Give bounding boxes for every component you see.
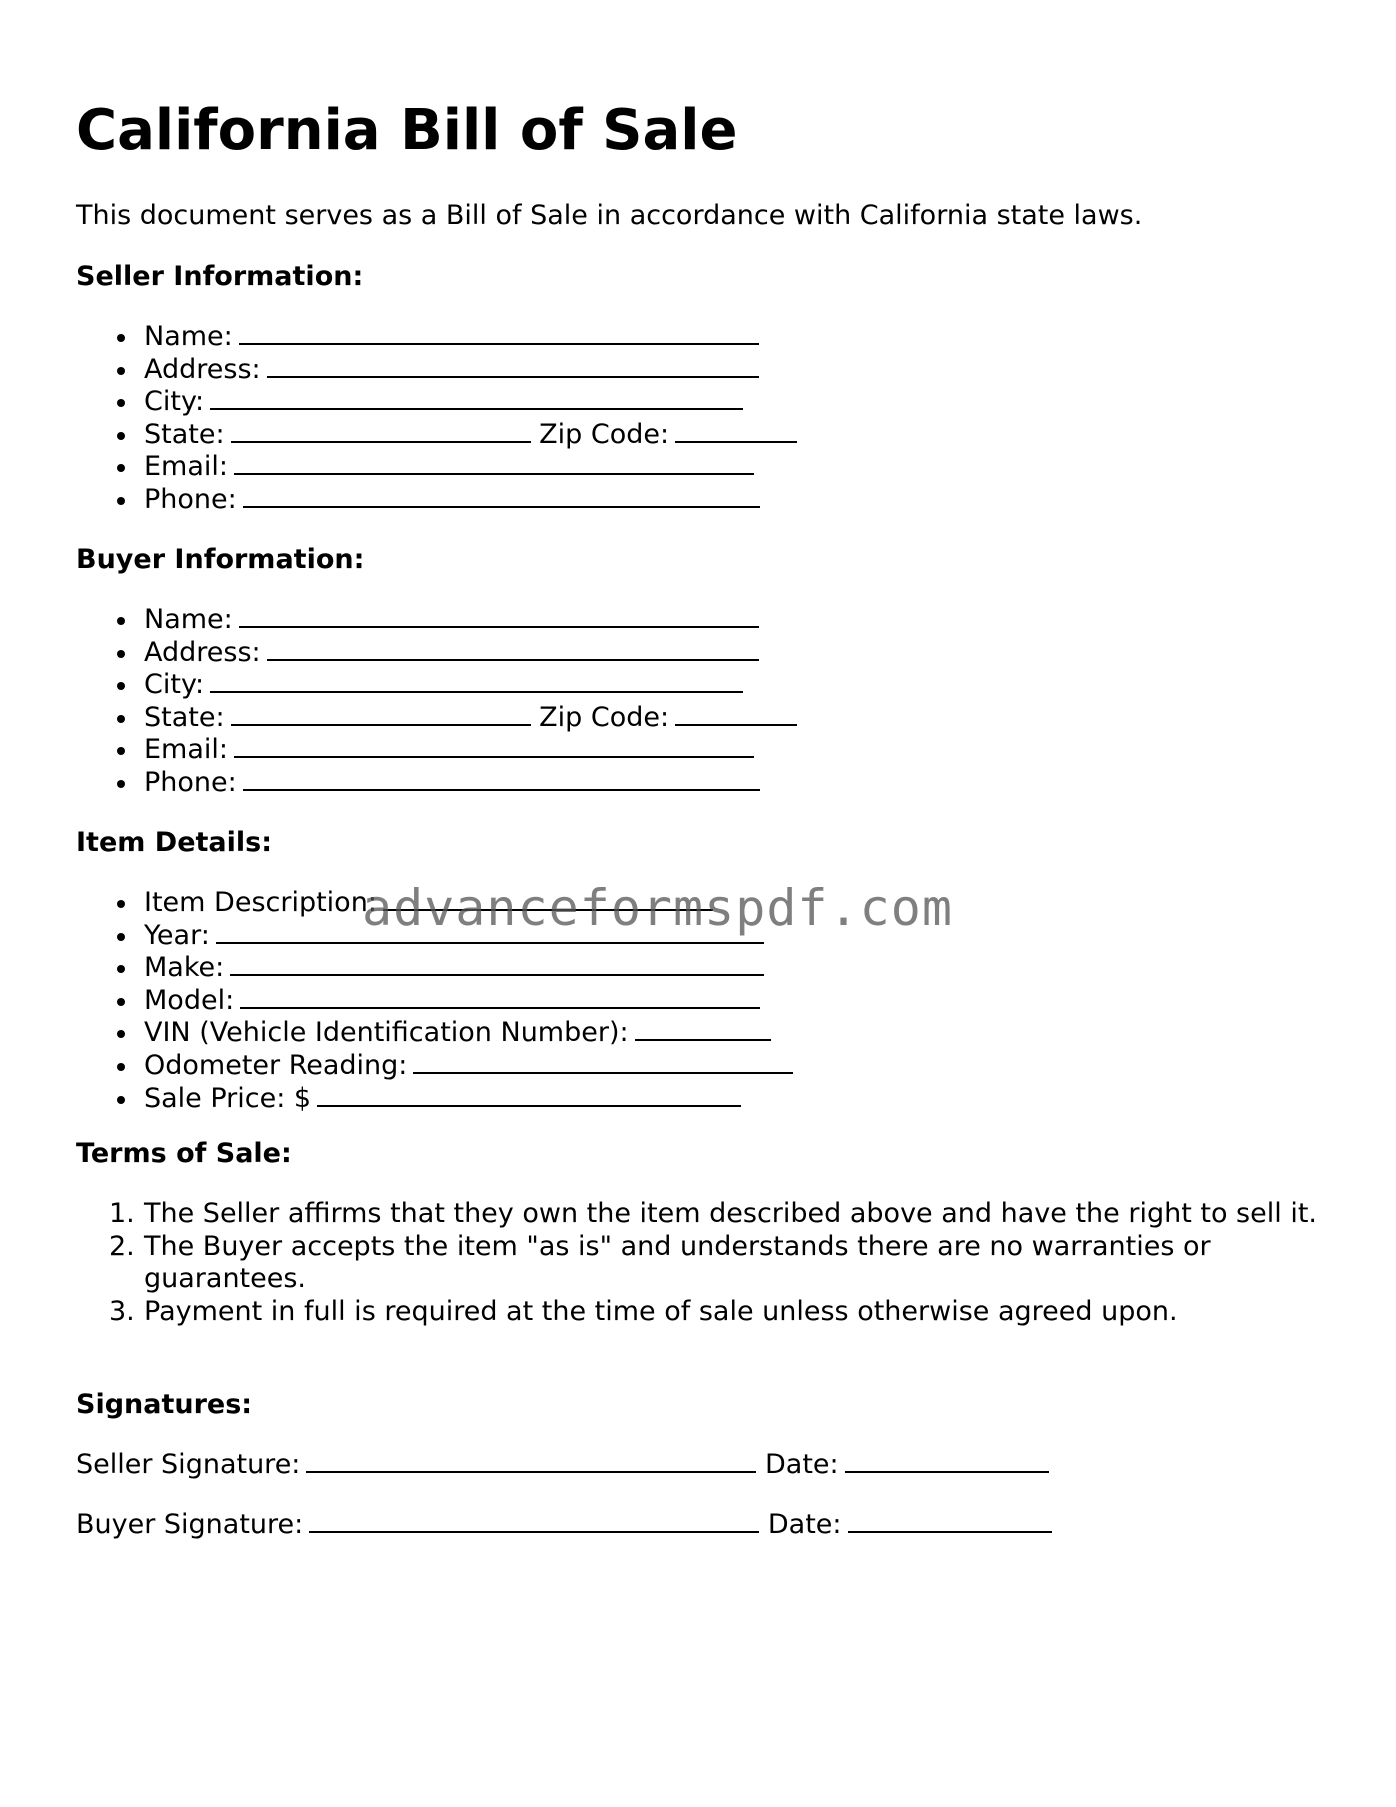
watermark-text: advanceformspdf.com <box>362 879 953 937</box>
item-odometer-field[interactable]: Odometer Reading: <box>76 1050 793 1083</box>
buyer-state-field[interactable]: State: Zip Code: <box>76 702 797 735</box>
intro-text: This document serves as a Bill of Sale in accordance with California state laws. <box>76 200 1143 231</box>
item-model-field[interactable]: Model: <box>76 985 793 1018</box>
buyer-address-field[interactable]: Address: <box>76 637 797 670</box>
item-price-field[interactable]: Sale Price: $ <box>76 1083 793 1116</box>
buyer-fields <box>76 604 797 800</box>
item-price-blank[interactable] <box>317 1083 741 1107</box>
seller-heading: Seller Information: <box>76 261 364 292</box>
terms-heading: Terms of Sale: <box>76 1138 292 1169</box>
item-vin-field[interactable]: VIN (Vehicle Identification Number): <box>76 1017 793 1050</box>
item-odometer-blank[interactable] <box>413 1050 793 1074</box>
seller-phone-blank[interactable] <box>243 484 760 508</box>
seller-city-blank[interactable] <box>210 386 743 410</box>
buyer-zip-blank[interactable] <box>675 702 797 726</box>
buyer-signature-line: Buyer Signature: Date: <box>76 1507 1052 1543</box>
seller-city-field[interactable]: City: <box>76 386 797 419</box>
seller-phone-field[interactable]: Phone: <box>76 484 797 517</box>
seller-email-blank[interactable] <box>234 451 754 475</box>
seller-email-field[interactable]: Email: <box>76 451 797 484</box>
seller-name-field[interactable]: Name: <box>76 321 797 354</box>
seller-state-field[interactable]: State: Zip Code: <box>76 419 797 452</box>
buyer-date-blank[interactable] <box>848 1509 1052 1533</box>
buyer-signature-blank[interactable] <box>309 1509 759 1533</box>
seller-address-blank[interactable] <box>267 354 759 378</box>
buyer-phone-blank[interactable] <box>243 767 760 791</box>
seller-zip-blank[interactable] <box>675 419 797 443</box>
term-item: 3. Payment in full is required at the time of sale unless otherwise agreed upon. <box>109 1295 1178 1327</box>
term-item: 1. The Seller affirms that they own the item described above and have the right to sell it. <box>109 1198 1317 1229</box>
buyer-state-blank[interactable] <box>231 702 531 726</box>
item-vin-blank[interactable] <box>635 1017 771 1041</box>
buyer-name-blank[interactable] <box>239 604 759 628</box>
item-model-blank[interactable] <box>240 985 760 1009</box>
item-description-field[interactable]: Item Description: <box>76 887 793 920</box>
seller-name-blank[interactable] <box>239 321 759 345</box>
seller-state-blank[interactable] <box>231 419 531 443</box>
term-item: 2. The Buyer accepts the item "as is" and understands there are no warranties or guarantees. <box>109 1230 1211 1295</box>
buyer-city-blank[interactable] <box>210 669 743 693</box>
buyer-name-field[interactable]: Name: <box>76 604 797 637</box>
buyer-email-field[interactable]: Email: <box>76 734 797 767</box>
seller-date-blank[interactable] <box>845 1449 1049 1473</box>
item-heading: Item Details: <box>76 827 273 858</box>
buyer-phone-field[interactable]: Phone: <box>76 767 797 800</box>
buyer-address-blank[interactable] <box>267 637 759 661</box>
seller-signature-blank[interactable] <box>306 1449 756 1473</box>
terms-list <box>76 1198 1374 1328</box>
buyer-city-field[interactable]: City: <box>76 669 797 702</box>
item-make-field[interactable]: Make: <box>76 952 793 985</box>
seller-address-field[interactable]: Address: <box>76 354 797 387</box>
item-make-blank[interactable] <box>230 952 764 976</box>
buyer-email-blank[interactable] <box>234 734 754 758</box>
signatures-heading: Signatures: <box>76 1389 253 1420</box>
page-title: California Bill of Sale <box>76 98 738 163</box>
seller-signature-line: Seller Signature: Date: <box>76 1447 1049 1483</box>
item-year-field[interactable]: Year: <box>76 920 793 953</box>
buyer-heading: Buyer Information: <box>76 544 365 575</box>
seller-fields <box>76 321 797 517</box>
